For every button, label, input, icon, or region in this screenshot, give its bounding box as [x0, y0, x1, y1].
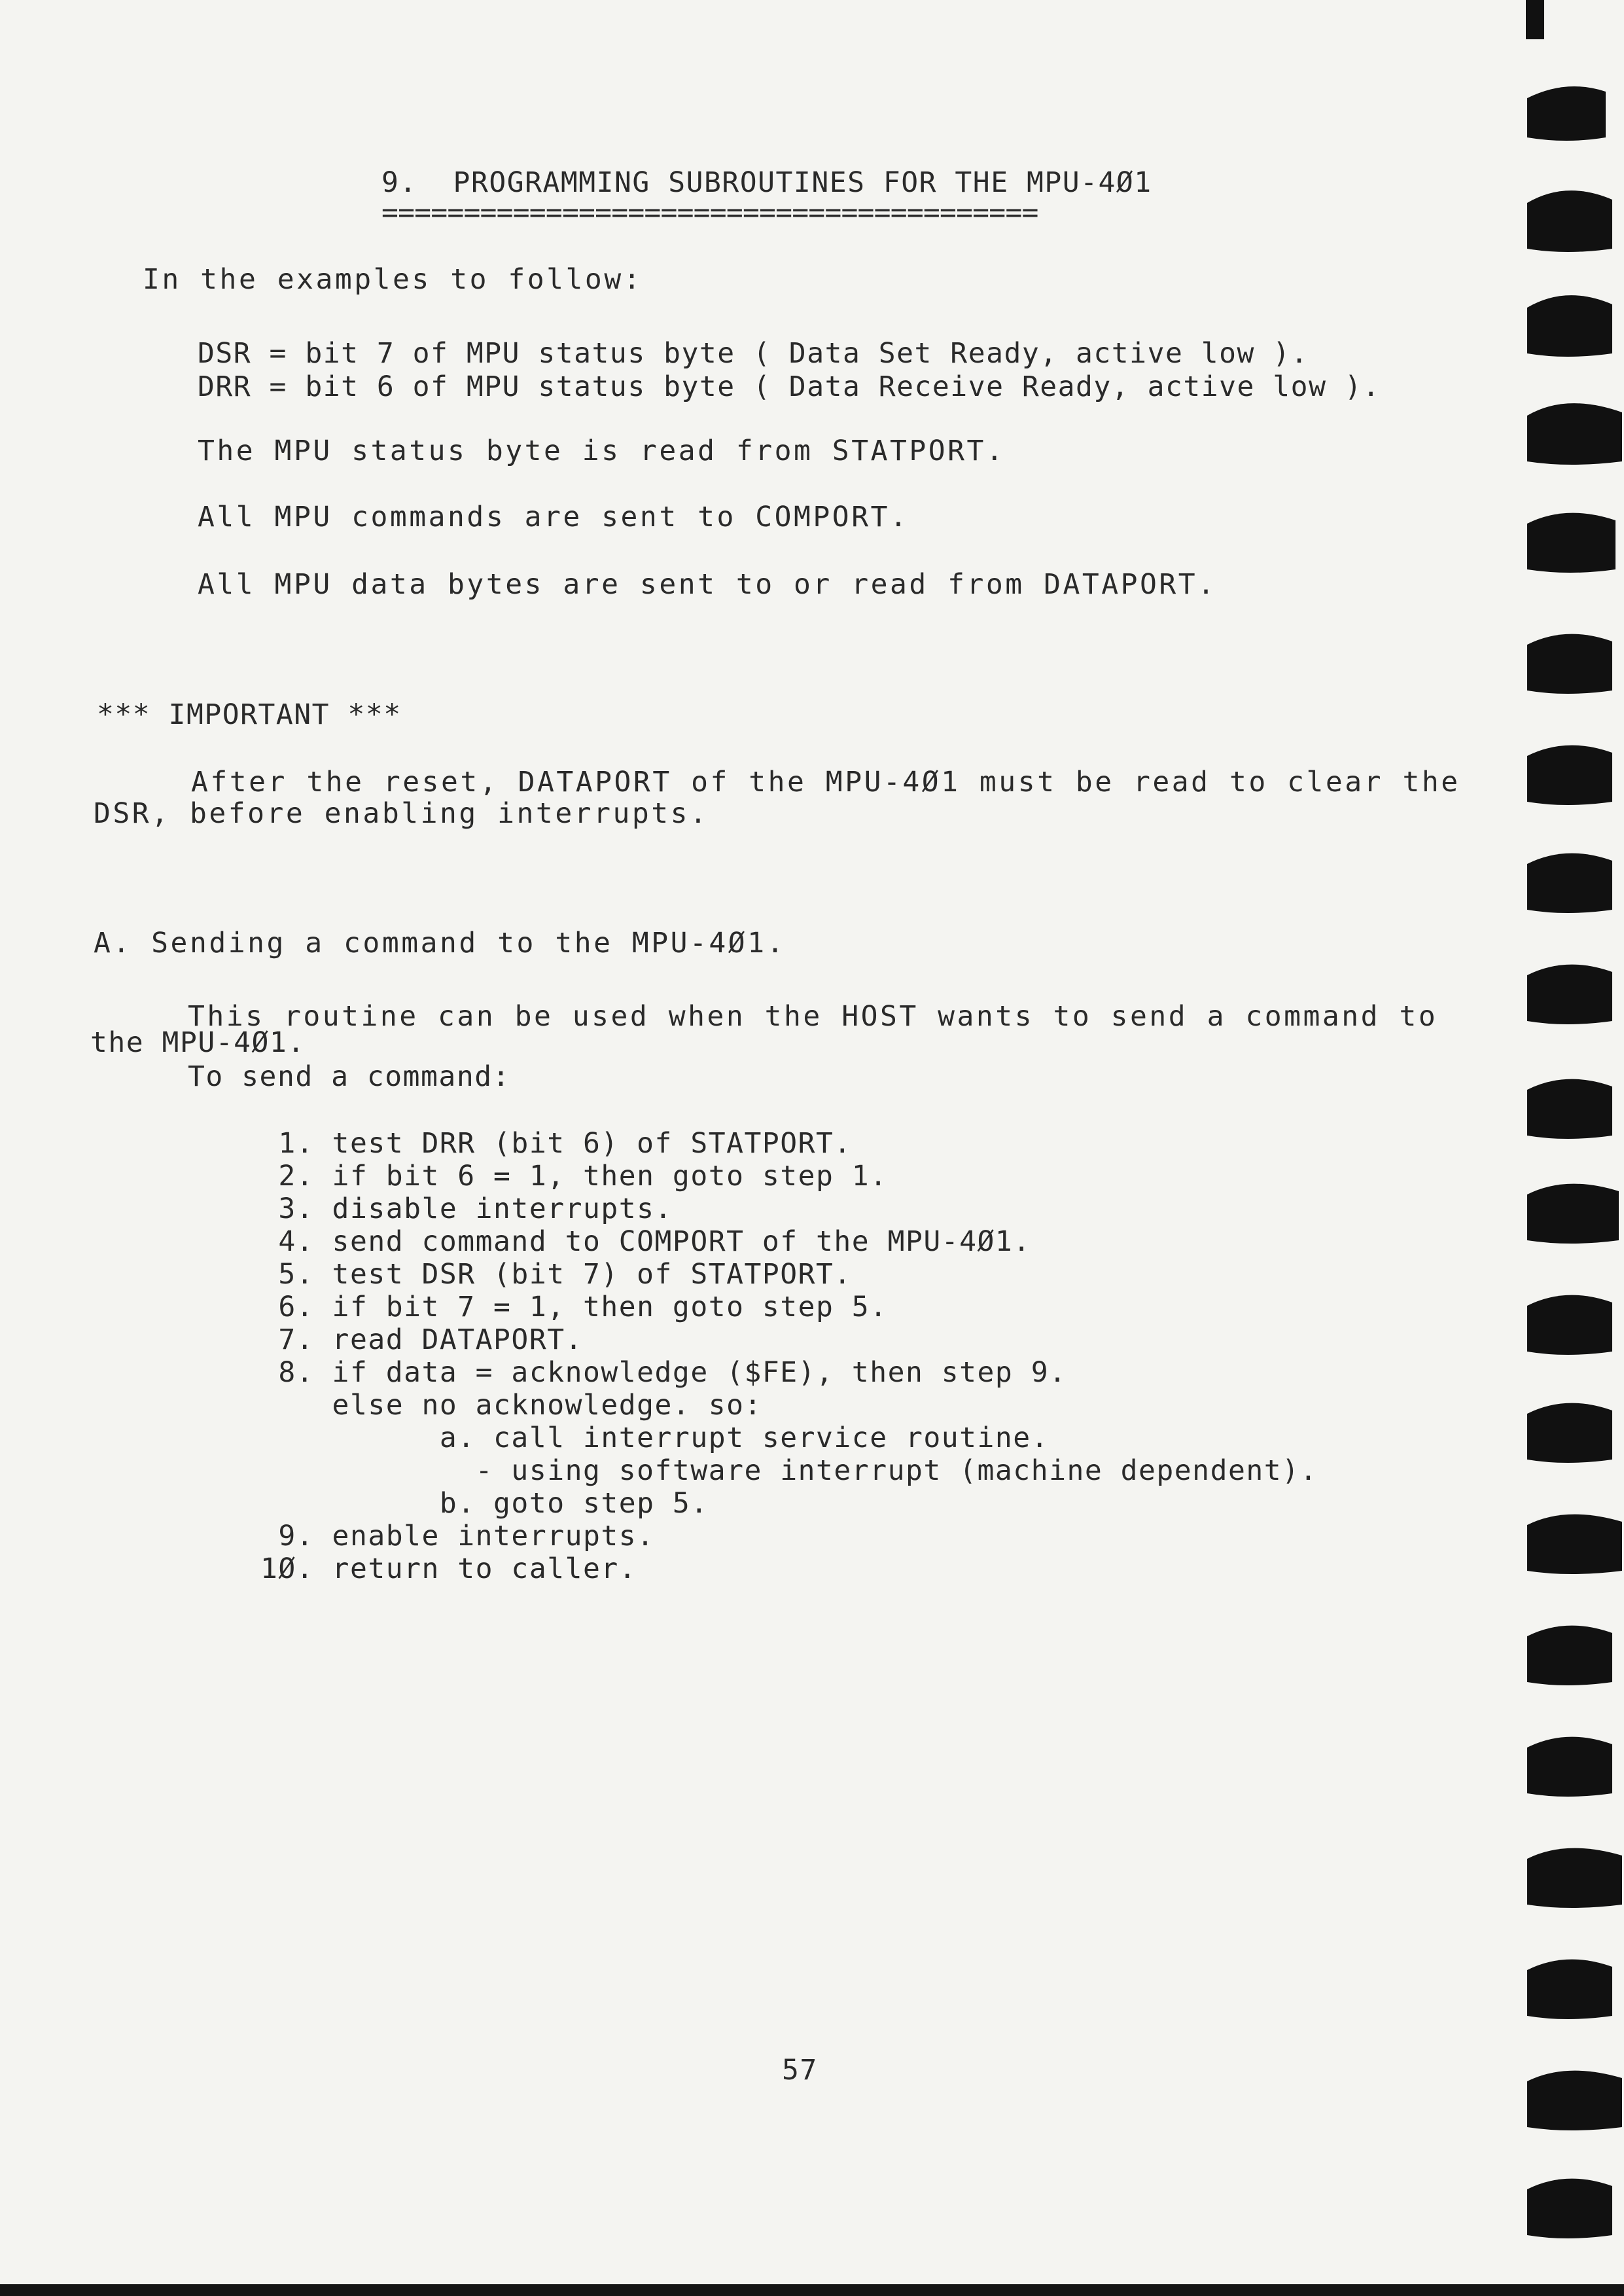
step-2: 2. if bit 6 = 1, then goto step 1. [260, 1160, 888, 1193]
section-a-intro-line-3: To send a command: [188, 1060, 510, 1093]
important-text-line-2: DSR, before enabling interrupts. [94, 797, 709, 830]
definition-dsr: DSR = bit 7 of MPU status byte ( Data Set Ready, active low ). [198, 337, 1309, 370]
step-8-else: else no acknowledge. so: [260, 1389, 762, 1422]
comport-note: All MPU commands are sent to COMPORT. [198, 501, 909, 533]
section-a-title: A. Sending a command to the MPU-4Ø1. [94, 927, 786, 960]
step-8a: a. call interrupt service routine. [260, 1422, 1050, 1454]
heading-underline: ======================================== [381, 196, 1038, 229]
step-8b: b. goto step 5. [260, 1487, 709, 1520]
section-a-intro-line-1: This routine can be used when the HOST wants to send a command to [188, 1000, 1438, 1033]
step-1: 1. test DRR (bit 6) of STATPORT. [260, 1127, 852, 1160]
spiral-binding [1518, 0, 1624, 2296]
step-4: 4. send command to COMPORT of the MPU-4Ø1. [260, 1225, 1031, 1258]
important-title: *** IMPORTANT *** [97, 698, 402, 731]
step-9: 9. enable interrupts. [260, 1520, 655, 1552]
step-7: 7. read DATAPORT. [260, 1323, 583, 1356]
important-text-line-1: After the reset, DATAPORT of the MPU-4Ø1 must be read to clear the [191, 766, 1460, 798]
page-bottom-edge [0, 2284, 1624, 2296]
statport-note: The MPU status byte is read from STATPORT. [198, 435, 1006, 467]
step-6: 6. if bit 7 = 1, then goto step 5. [260, 1291, 888, 1323]
step-10: 1Ø. return to caller. [260, 1552, 637, 1585]
step-8: 8. if data = acknowledge ($FE), then step 9. [260, 1356, 1067, 1389]
dataport-note: All MPU data bytes are sent to or read from DATAPORT. [198, 568, 1217, 601]
step-8a-detail: - using software interrupt (machine dependent). [260, 1454, 1318, 1487]
step-3: 3. disable interrupts. [260, 1193, 673, 1225]
step-5: 5. test DSR (bit 7) of STATPORT. [260, 1258, 852, 1291]
section-a-intro-line-2: the MPU-4Ø1. [90, 1026, 306, 1059]
intro-text: In the examples to follow: [143, 263, 643, 296]
definition-drr: DRR = bit 6 of MPU status byte ( Data Receive Ready, active low ). [198, 370, 1381, 403]
section-heading: 9. PROGRAMMING SUBROUTINES FOR THE MPU-4Ø1 [381, 166, 1152, 199]
page-number: 57 [782, 2054, 818, 2087]
